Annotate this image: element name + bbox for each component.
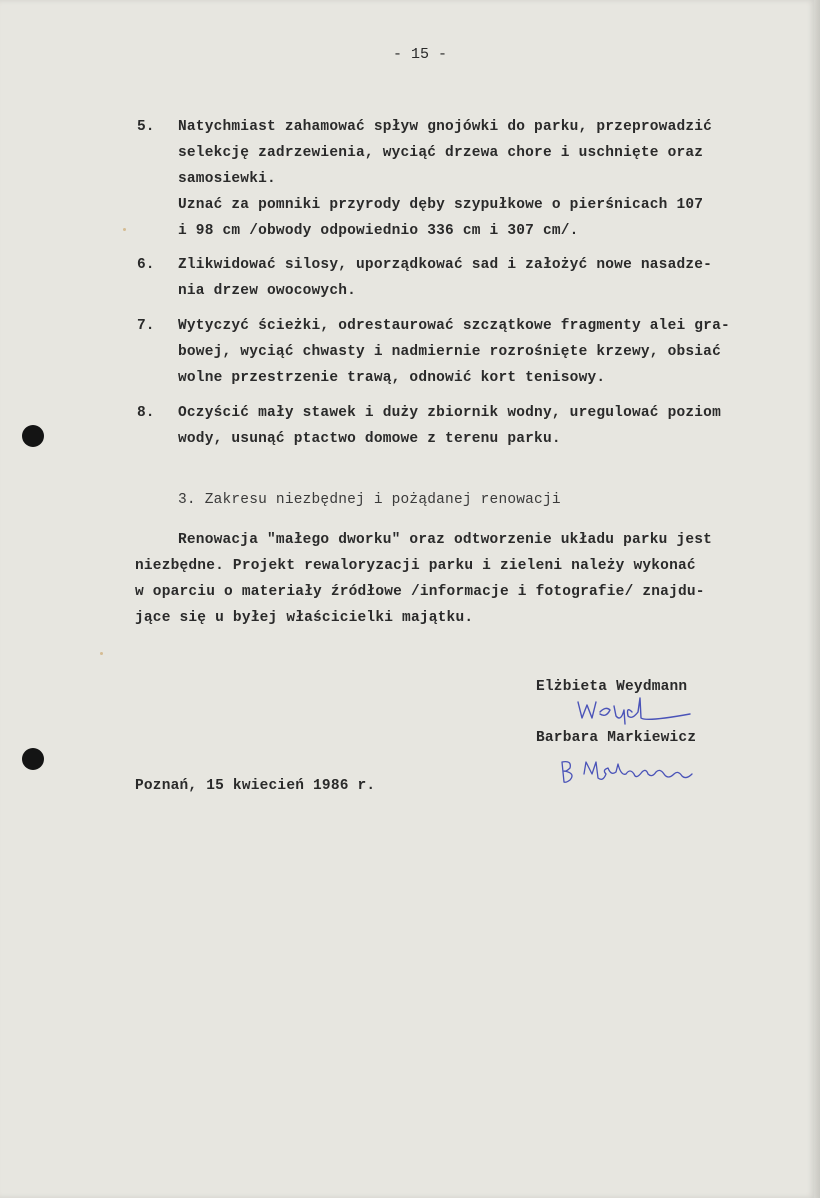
item-number: 7. — [137, 318, 155, 334]
signatory-name: Elżbieta Weydmann — [536, 679, 688, 695]
item-line: Wytyczyć ścieżki, odrestaurować szczątkowe fragmenty alei gra- — [178, 318, 730, 334]
section-heading: 3. Zakresu niezbędnej i pożądanej renowacji — [178, 492, 561, 508]
signature-markiewicz — [556, 754, 700, 788]
item-line: bowej, wyciąć chwasty i nadmiernie rozrośnięte krzewy, obsiać — [178, 344, 721, 360]
item-number: 5. — [137, 119, 155, 135]
signatory-name: Barbara Markiewicz — [536, 730, 697, 746]
section-line: Renowacja "małego dworku" oraz odtworzenie układu parku jest — [178, 532, 713, 548]
place-date: Poznań, 15 kwiecień 1986 r. — [135, 778, 376, 794]
signature-weydmann — [572, 692, 696, 728]
section-line: niezbędne. Projekt rewaloryzacji parku i zieleni należy wykonać — [135, 558, 696, 574]
item-line: wody, usunąć ptactwo domowe z terenu parku. — [178, 431, 561, 447]
section-line: jące się u byłej właścicielki majątku. — [135, 610, 474, 626]
item-line: samosiewki. — [178, 171, 276, 187]
page-number: - 15 - — [393, 46, 448, 63]
item-number: 6. — [137, 257, 155, 273]
item-line: Uznać za pomniki przyrody dęby szypułkowe o pierśnicach 107 — [178, 197, 704, 213]
punch-hole — [22, 425, 44, 447]
section-line: w oparciu o materiały źródłowe /informacje i fotografie/ znajdu- — [135, 584, 705, 600]
punch-hole — [22, 748, 44, 770]
item-number: 8. — [137, 405, 155, 421]
item-line: nia drzew owocowych. — [178, 283, 357, 299]
page-edge — [814, 0, 820, 1198]
item-line: wolne przestrzenie trawą, odnowić kort tenisowy. — [178, 370, 606, 386]
paper-speck — [123, 228, 126, 231]
paper-speck — [100, 652, 103, 655]
item-line: selekcję zadrzewienia, wyciąć drzewa chore i uschnięte oraz — [178, 145, 704, 161]
item-line: Zlikwidować silosy, uporządkować sad i założyć nowe nasadze- — [178, 257, 713, 273]
item-line: Natychmiast zahamować spływ gnojówki do parku, przeprowadzić — [178, 119, 713, 135]
item-line: Oczyścić mały stawek i duży zbiornik wodny, uregulować poziom — [178, 405, 721, 421]
item-line: i 98 cm /obwody odpowiednio 336 cm i 307 cm/. — [178, 223, 579, 239]
